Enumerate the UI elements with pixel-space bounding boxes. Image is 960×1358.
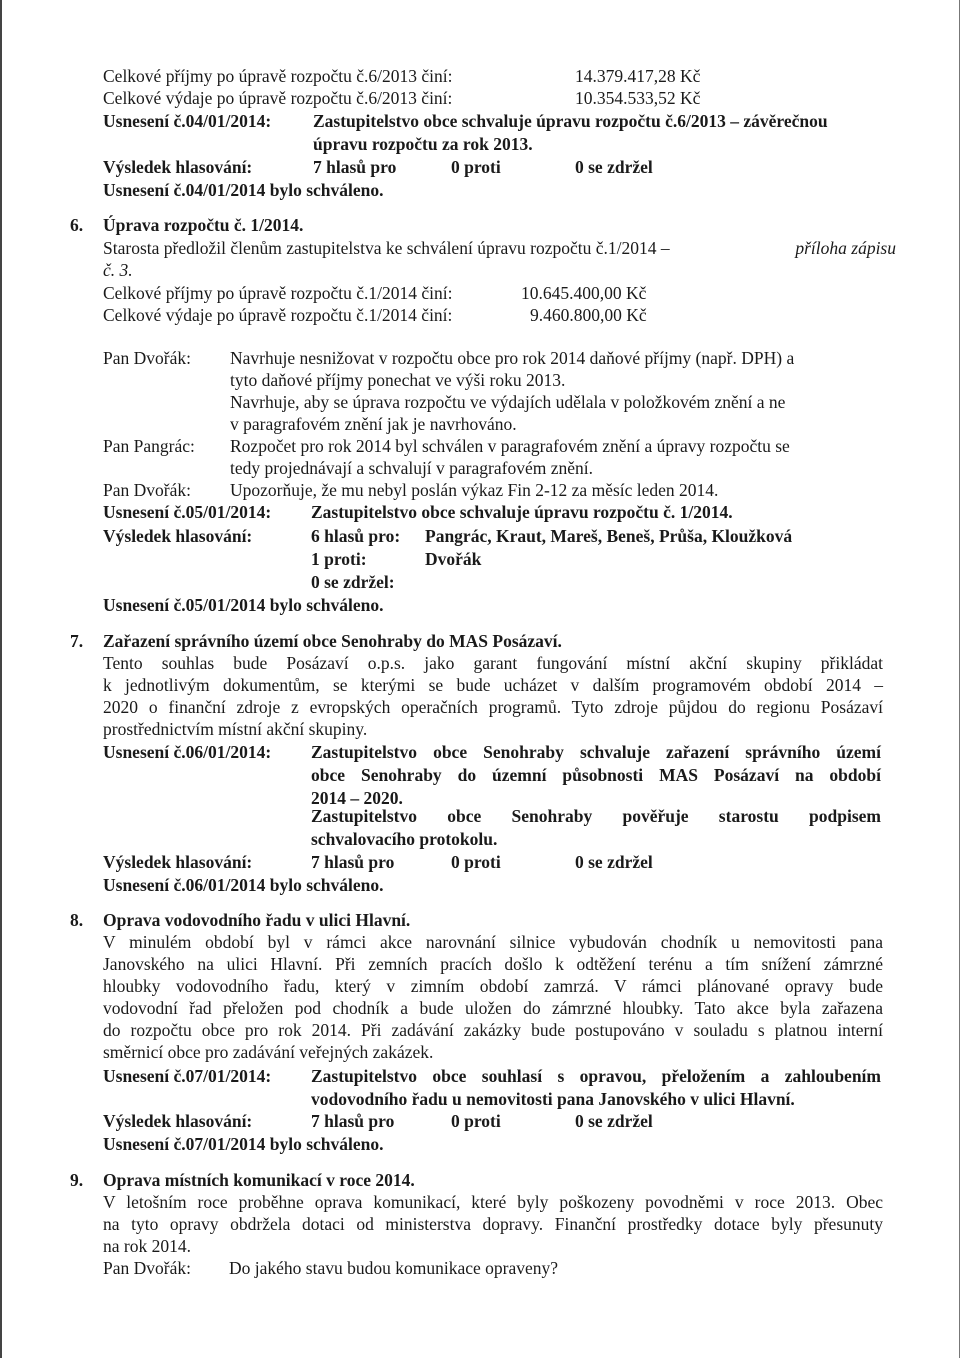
vote-abstain: 0 se zdržel [575,157,653,177]
speaker-name: Pan Dvořák: [103,348,191,368]
vote-label: Výsledek hlasování: [103,852,253,872]
body-text: směrnicí obce pro zadávání veřejných zakázek. [103,1042,434,1062]
resolution-text: Zastupitelstvo obce Senohraby schvaluje zařazení správního území [311,742,881,762]
speech-text: tyto daňové příjmy ponechat ve výši roku 2013. [230,370,566,390]
body-text: do rozpočtu obce pro rok 2014. Při zadávání zakázky bude postupováno v souladu s platnou interní [103,1020,883,1040]
resolution-label: Usnesení č.05/01/2014: [103,502,272,522]
income-2013-label: Celkové příjmy po úpravě rozpočtu č.6/2013 činí: [103,66,453,86]
vote-for-label: 6 hlasů pro: [311,526,401,546]
expense-2014-label: Celkové výdaje po úpravě rozpočtu č.1/2014 činí: [103,305,453,325]
resolution-label: Usnesení č.06/01/2014: [103,742,272,762]
body-text: prostřednictvím místní akční skupiny. [103,719,368,739]
income-2014-value: 10.645.400,00 Kč [521,283,647,303]
vote-for: 7 hlasů pro [311,852,395,872]
speaker-name: Pan Pangrác: [103,436,195,456]
resolution-text: úpravu rozpočtu za rok 2013. [313,134,533,154]
vote-against: 0 proti [451,1111,501,1131]
item-number: 6. [70,215,84,235]
attachment-reference: příloha zápisu [795,238,896,258]
expense-2013-value: 10.354.533,52 Kč [575,88,701,108]
vote-label: Výsledek hlasování: [103,526,253,546]
vote-against-label: 1 proti: [311,549,367,569]
speech-text: Upozorňuje, že mu nebyl poslán výkaz Fin 2-12 za měsíc leden 2014. [230,480,719,500]
vote-for-names: Pangrác, Kraut, Mareš, Beneš, Průša, Kloužková [425,526,793,546]
body-text: na rok 2014. [103,1236,191,1256]
speaker-name: Pan Dvořák: [103,480,191,500]
item-number: 7. [70,631,84,651]
speech-text: Do jakého stavu budou komunikace opraveny? [229,1258,559,1278]
speech-text: Rozpočet pro rok 2014 byl schválen v paragrafovém znění a úpravy rozpočtu se [230,436,790,456]
resolution-label: Usnesení č.07/01/2014: [103,1066,272,1086]
expense-2013-label: Celkové výdaje po úpravě rozpočtu č.6/2013 činí: [103,88,453,108]
speech-text: Navrhuje nesnižovat v rozpočtu obce pro rok 2014 daňové příjmy (např. DPH) a [230,348,795,368]
item-heading: Oprava vodovodního řadu v ulici Hlavní. [103,910,411,930]
resolution-text: Zastupitelstvo obce schvaluje úpravu rozpočtu č. 1/2014. [311,502,733,522]
resolution-text: 2014 – 2020. [311,788,403,808]
body-text: V minulém období byl v rámci akce narovnání silnice vybudován chodník u nemovitosti pana [103,932,883,952]
item-heading: Oprava místních komunikací v roce 2014. [103,1170,415,1190]
body-text: V letošním roce proběhne oprava komunikací, které byly poškozeny povodněmi v roce 2013. Obec [103,1192,883,1212]
vote-label: Výsledek hlasování: [103,157,253,177]
intro-text: Starosta předložil členům zastupitelstva ke schválení úpravu rozpočtu č.1/2014 – [103,238,670,258]
speech-text: v paragrafovém znění jak je navrhováno. [230,414,517,434]
vote-for: 7 hlasů pro [313,157,397,177]
scan-left-edge [0,0,2,1358]
speech-text: Navrhuje, aby se úprava rozpočtu ve výdajích udělala v položkovém znění a ne [230,392,786,412]
vote-label: Výsledek hlasování: [103,1111,253,1131]
resolution-approved: Usnesení č.04/01/2014 bylo schváleno. [103,180,384,200]
resolution-text: obce Senohraby do územní působnosti MAS Posázaví na období [311,765,881,785]
item-heading: Úprava rozpočtu č. 1/2014. [103,215,304,235]
body-text: k jednotlivým dokumentům, se kterými se bude ucházet v dalším programovém období 2014 – [103,675,883,695]
body-text: 2020 o finanční zdroje z evropských operačních programů. Tyto zdroje půjdou do regionu Posázaví [103,697,883,717]
vote-abstain: 0 se zdržel [575,1111,653,1131]
vote-abstain: 0 se zdržel [575,852,653,872]
resolution-approved: Usnesení č.07/01/2014 bylo schváleno. [103,1134,384,1154]
vote-for: 7 hlasů pro [311,1111,395,1131]
body-text: vodovodní řad přeložen pod chodník a bude uložen do zámrzné hloubky. Tato akce byla zařazena [103,998,883,1018]
income-2014-label: Celkové příjmy po úpravě rozpočtu č.1/2014 činí: [103,283,453,303]
resolution-text: schvalovacího protokolu. [311,829,498,849]
speaker-name: Pan Dvořák: [103,1258,191,1278]
body-text: hloubky vodovodního řadu, který v zimním období zamrzá. V rámci plánované opravy bude [103,976,883,996]
vote-against: 0 proti [451,852,501,872]
body-text: Janovského na ulici Hlavní. Při zemních pracích došlo k odtěžení terénu a tím snížení zámrzné [103,954,883,974]
resolution-text: Zastupitelstvo obce souhlasí s opravou, přeložením a zahloubením [311,1066,881,1086]
resolution-approved: Usnesení č.06/01/2014 bylo schváleno. [103,875,384,895]
item-number: 9. [70,1170,84,1190]
body-text: na tyto opravy obdržela dotaci od ministerstva dopravy. Finanční prostředky dotace byly přesunuty [103,1214,883,1234]
expense-2014-value: 9.460.800,00 Kč [530,305,647,325]
resolution-approved: Usnesení č.05/01/2014 bylo schváleno. [103,595,384,615]
item-number: 8. [70,910,84,930]
resolution-text: Zastupitelstvo obce schvaluje úpravu rozpočtu č.6/2013 – závěrečnou [313,111,828,131]
item-heading: Zařazení správního území obce Senohraby do MAS Posázaví. [103,631,562,651]
item-intro [103,238,896,258]
attachment-number: č. 3. [103,260,133,280]
speech-text: tedy projednávají a schvalují v paragrafovém znění. [230,458,593,478]
vote-against: 0 proti [451,157,501,177]
resolution-text: Zastupitelstvo obce Senohraby pověřuje starostu podpisem [311,806,881,826]
vote-abstain-label: 0 se zdržel: [311,572,395,592]
income-2013-value: 14.379.417,28 Kč [575,66,701,86]
vote-against-names: Dvořák [425,549,482,569]
body-text: Tento souhlas bude Posázaví o.p.s. jako garant fungování místní akční skupiny přikládat [103,653,883,673]
resolution-text: vodovodního řadu u nemovitosti pana Janovského v ulici Hlavní. [311,1089,795,1109]
resolution-label: Usnesení č.04/01/2014: [103,111,272,131]
